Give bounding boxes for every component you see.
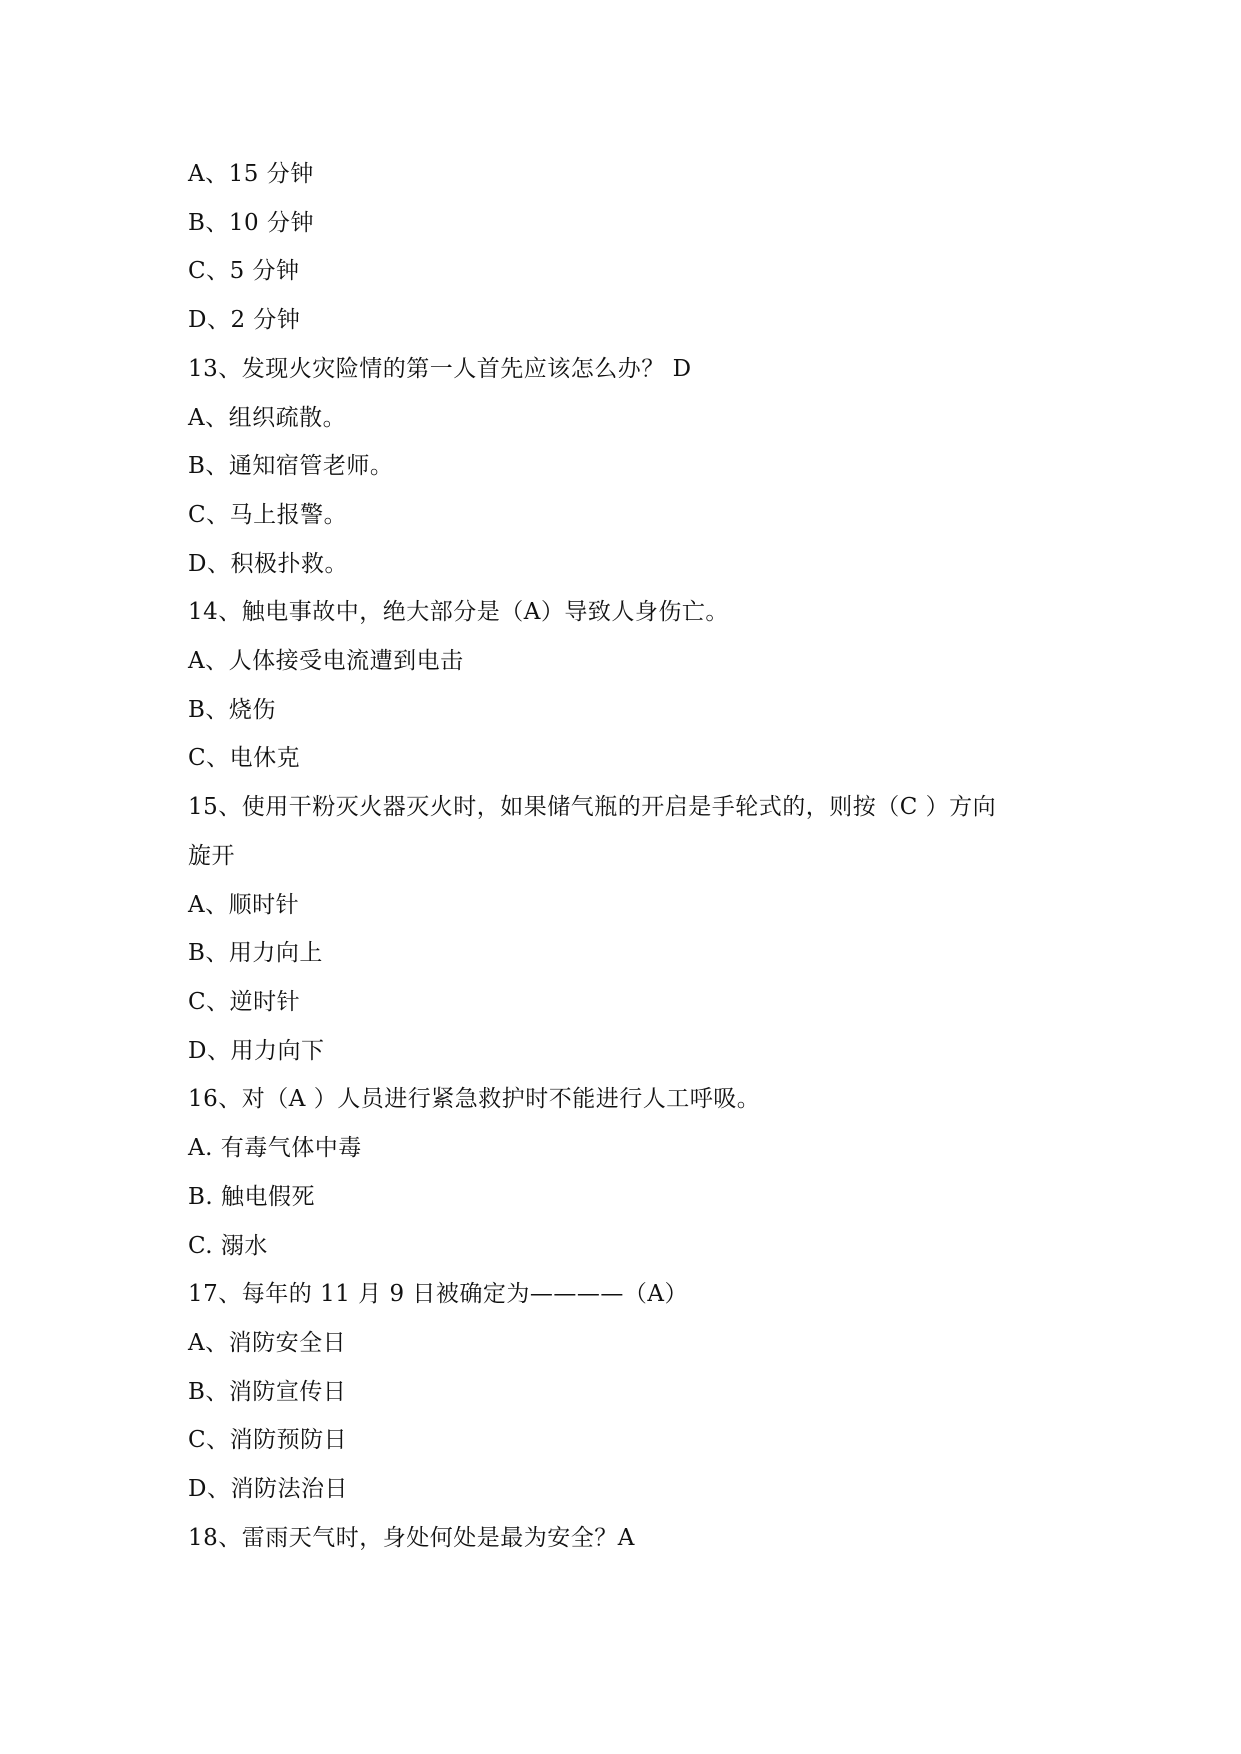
option-d-line: D、消防法治日 — [188, 1476, 348, 1502]
option-c-line: C、电休克 — [188, 745, 301, 771]
option-d-line: D、用力向下 — [188, 1038, 325, 1064]
option-b-line: B、10 分钟 — [188, 210, 314, 236]
option-a-line: A、组织疏散。 — [188, 405, 347, 431]
option-c-line: C、5 分钟 — [188, 258, 300, 284]
option-a-line: A、顺时针 — [188, 892, 300, 918]
option-b-line: B、烧伤 — [188, 697, 276, 723]
option-d-line: D、积极扑救。 — [188, 551, 348, 577]
question-18: 18、雷雨天气时，身处何处是最为安全？A — [188, 1525, 635, 1551]
option-c-line: C、马上报警。 — [188, 502, 348, 528]
option-a-line: A、15 分钟 — [188, 161, 314, 187]
question-16: 16、对（A ）人员进行紧急救护时不能进行人工呼吸。 — [188, 1086, 761, 1112]
option-c-line: C、逆时针 — [188, 989, 301, 1015]
option-a-line: A、人体接受电流遭到电击 — [188, 648, 464, 674]
question-17: 17、每年的 11 月 9 日被确定为————（A） — [188, 1281, 689, 1307]
question-14: 14、触电事故中，绝大部分是（A）导致人身伤亡。 — [188, 599, 729, 625]
question-15-continuation: 旋开 — [188, 843, 235, 869]
question-15: 15、使用干粉灭火器灭火时，如果储气瓶的开启是手轮式的，则按（C ）方向 — [188, 794, 997, 820]
option-b-line: B、通知宿管老师。 — [188, 453, 394, 479]
option-c-line: C. 溺水 — [188, 1233, 268, 1259]
option-c-line: C、消防预防日 — [188, 1427, 348, 1453]
option-b-line: B、用力向上 — [188, 940, 323, 966]
option-b-line: B. 触电假死 — [188, 1184, 316, 1210]
option-a-line: A. 有毒气体中毒 — [188, 1135, 362, 1161]
question-13: 13、发现火灾险情的第一人首先应该怎么办？ D — [188, 356, 692, 382]
option-d-line: D、2 分钟 — [188, 307, 301, 333]
option-b-line: B、消防宣传日 — [188, 1379, 347, 1405]
option-a-line: A、消防安全日 — [188, 1330, 347, 1356]
